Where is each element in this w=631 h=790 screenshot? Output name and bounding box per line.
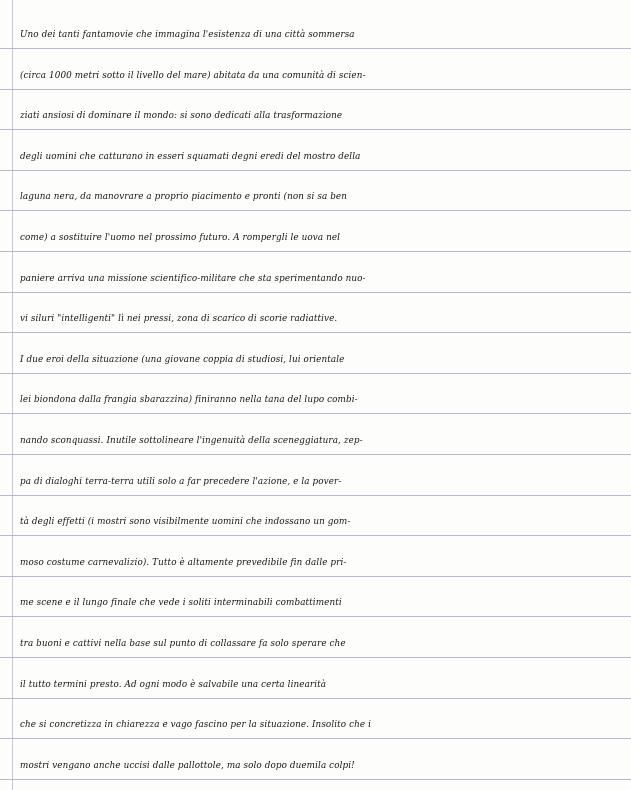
ruled-line	[0, 251, 631, 252]
text-line: mostri vengano anche uccisi dalle pallottole, ma solo dopo duemila colpi!	[20, 761, 355, 771]
ruled-line	[0, 779, 631, 780]
ruled-line	[0, 657, 631, 658]
text-line: degli uomini che catturano in esseri squamati degni eredi del mostro della	[20, 152, 361, 162]
ruled-line	[0, 535, 631, 536]
text-line: lei biondona dalla frangia sbarazzina) finiranno nella tana del lupo combi-	[20, 395, 358, 405]
margin-line	[12, 0, 13, 790]
text-line: nando sconquassi. Inutile sottolineare l'ingenuità della sceneggiatura, zep-	[20, 436, 363, 446]
ruled-line	[0, 495, 631, 496]
text-line: me scene e il lungo finale che vede i soliti interminabili combattimenti	[20, 598, 342, 608]
text-line: Uno dei tanti fantamovie che immagina l'esistenza di una città sommersa	[20, 30, 355, 40]
ruled-line	[0, 170, 631, 171]
text-line: vi siluri "intelligenti" lì nei pressi, zona di scarico di scorie radiattive.	[20, 314, 338, 324]
ruled-line	[0, 292, 631, 293]
text-line: laguna nera, da manovrare a proprio piacimento e pronti (non si sa ben	[20, 192, 347, 202]
ruled-line	[0, 48, 631, 49]
ruled-line	[0, 616, 631, 617]
ruled-line	[0, 89, 631, 90]
text-line: tra buoni e cattivi nella base sul punto di collassare fa solo sperare che	[20, 639, 346, 649]
ruled-line	[0, 698, 631, 699]
text-line: pa di dialoghi terra-terra utili solo a far precedere l'azione, e la pover-	[20, 477, 342, 487]
ruled-line	[0, 738, 631, 739]
ruled-line	[0, 413, 631, 414]
ruled-line	[0, 210, 631, 211]
text-line: tà degli effetti (i mostri sono visibilmente uomini che indossano un gom-	[20, 517, 351, 527]
ruled-line	[0, 332, 631, 333]
ruled-line	[0, 129, 631, 130]
ruled-line	[0, 373, 631, 374]
text-line: ziati ansiosi di dominare il mondo: si sono dedicati alla trasformazione	[20, 111, 343, 121]
text-line: moso costume carnevalizio). Tutto è altamente prevedibile fin dalle pri-	[20, 558, 347, 568]
text-line: il tutto termini presto. Ad ogni modo è salvabile una certa linearità	[20, 680, 327, 690]
text-line: come) a sostituire l'uomo nel prossimo futuro. A rompergli le uova nel	[20, 233, 341, 243]
text-line: che si concretizza in chiarezza e vago fascino per la situazione. Insolito che i	[20, 720, 371, 730]
text-line: paniere arriva una missione scientifico-militare che sta sperimentando nuo-	[20, 274, 366, 284]
ruled-line	[0, 454, 631, 455]
text-line: (circa 1000 metri sotto il livello del mare) abitata da una comunità di scien-	[20, 71, 366, 81]
ruled-line	[0, 576, 631, 577]
text-line: I due eroi della situazione (una giovane coppia di studiosi, lui orientale	[20, 355, 345, 365]
